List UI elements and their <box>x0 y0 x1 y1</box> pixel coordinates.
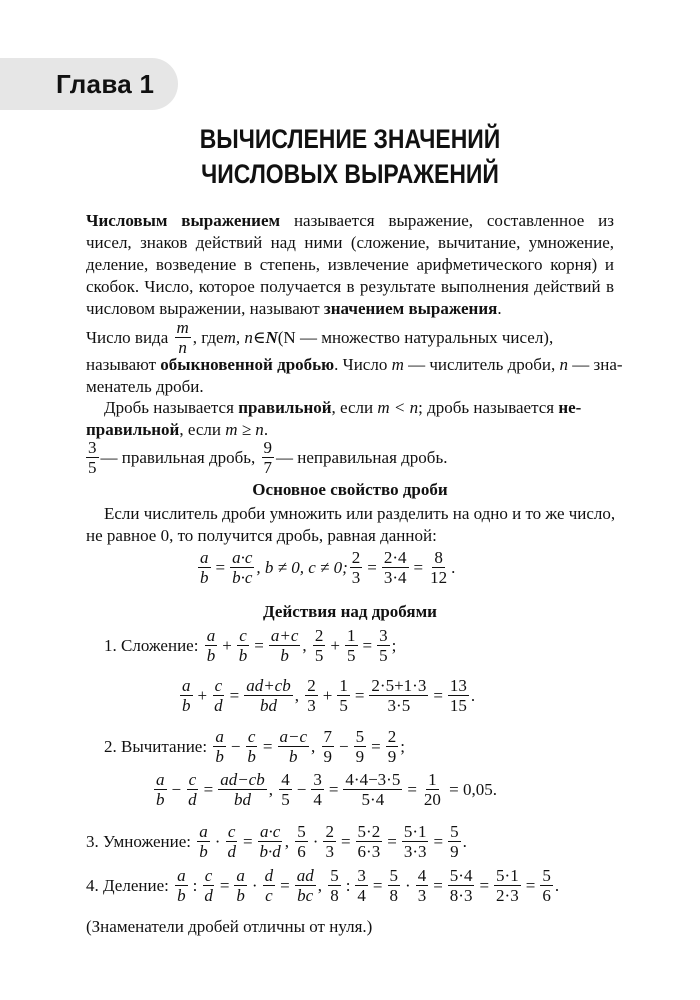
frac-num: 5 <box>297 822 306 841</box>
frac-den: d <box>227 842 236 861</box>
text: . <box>554 875 560 895</box>
plus: + <box>322 685 333 705</box>
frac <box>356 822 383 861</box>
term-numeric-expression: Числовым выражением <box>86 211 281 230</box>
term-improper-part-2: правильной <box>86 420 180 439</box>
frac-num: 4 <box>417 866 427 885</box>
frac-den: 9 <box>355 747 365 766</box>
frac <box>197 822 210 861</box>
intro-text: называется выражение, составленное из чисел, знаков действий над ними (сложение, вычитание, умножение, деление, возведение в степень, извлечение арифметического корня) и скобок. Число, которое получается в результате выполнения действий в числовом выражении, называют <box>86 211 614 318</box>
frac-den: 9 <box>450 842 459 861</box>
frac-num: c <box>239 626 247 645</box>
frac-den: b <box>280 646 289 665</box>
fraction-definition-line <box>86 318 553 357</box>
frac-den: b <box>236 886 245 905</box>
frac-den: b <box>247 747 256 766</box>
cond-proper: m < n <box>377 398 419 417</box>
heading-fraction-operations: Действия над дробями <box>263 602 437 621</box>
text: Дробь называется <box>104 398 239 417</box>
fraction-def-vars: m, n <box>223 327 253 347</box>
frac-num: 5 <box>355 727 365 746</box>
term-proper: правильной <box>238 398 332 417</box>
frac <box>355 866 368 905</box>
cond-improper: m ≥ n <box>225 420 264 439</box>
frac-den: 3 <box>325 842 334 861</box>
frac-num: a <box>156 770 165 789</box>
frac-den: d <box>214 696 223 715</box>
equals: = <box>367 557 377 577</box>
formula-sub-1: 2. Вычитание: $\frac{a}{b}$ − $\frac{c}{b}$ = $\frac{a-c}{b}$ , $\frac{7}{9}$ − $\frac{5}{9}$ = $\frac{2}{9}$ ; <box>104 727 405 766</box>
frac-num: c <box>247 727 256 746</box>
text: . <box>263 420 269 439</box>
frac-num: a <box>182 676 191 695</box>
term-common-fraction: обыкновенной дробью <box>160 355 335 374</box>
text: = 0,05. <box>449 779 498 799</box>
equals: = <box>354 685 365 705</box>
colon: : <box>345 875 351 895</box>
frac-num: 1 <box>339 676 348 695</box>
equals: = <box>203 779 214 799</box>
frac <box>311 770 324 809</box>
page-title-line-1: ВЫЧИСЛЕНИЕ ЗНАЧЕНИЙ <box>199 124 501 154</box>
minus: − <box>339 736 349 756</box>
frac-den: 3·3 <box>403 842 427 861</box>
formula-add-2: $\frac{a}{b}$ + $\frac{c}{d}$ = $\frac{ad+cb}{bd}$ , $\frac{2}{3}$ + $\frac{1}{5}$ = $\frac{2\cdot 5+1\cdot 3}{3\cdot 5}$ = $\frac{13}{15}$ . <box>182 676 476 715</box>
property-line-2: не равное 0, то получится дробь, равная данной: <box>86 526 437 545</box>
frac-den: 6·3 <box>357 842 381 861</box>
frac-den: 6 <box>297 842 306 861</box>
text: , если <box>179 420 226 439</box>
frac-den: 9 <box>323 747 333 766</box>
frac-num: 3 <box>88 438 97 457</box>
frac-num: 1 <box>347 626 356 645</box>
frac-den: 9 <box>387 747 397 766</box>
frac-num: m <box>176 318 189 337</box>
frac-den: 5 <box>281 790 290 809</box>
frac-den: b·d <box>259 842 281 861</box>
fraction-def-in: ∈ <box>252 327 266 347</box>
frac <box>494 866 521 905</box>
natural-set-symbol: N <box>265 327 278 347</box>
text: ; <box>391 635 397 655</box>
text: , если <box>331 398 378 417</box>
term-improper-part-1: не- <box>558 398 582 417</box>
fraction-def-line-3: менатель дроби. <box>86 377 204 396</box>
frac-den: bd <box>259 696 277 715</box>
frac <box>205 626 218 665</box>
minus: − <box>230 736 241 756</box>
frac <box>230 548 254 587</box>
label-addition: 1. Сложение: <box>104 635 199 655</box>
text: — неправильная дробь. <box>276 447 448 467</box>
term-expression-value: значением выражения <box>323 299 498 318</box>
frac-num: a <box>200 548 209 567</box>
frac <box>202 866 215 905</box>
frac-num: 3 <box>379 626 388 645</box>
equals: = <box>479 875 490 895</box>
fraction-def-line-2 <box>86 354 623 376</box>
text: . Число <box>334 355 392 374</box>
frac <box>237 626 250 665</box>
frac-num: 2 <box>325 822 334 841</box>
frac-den: 15 <box>449 696 467 715</box>
text: — числитель дроби, <box>403 355 560 374</box>
frac-num: 2·4 <box>383 548 407 567</box>
frac-num: 13 <box>449 676 467 695</box>
frac-den: 5 <box>88 458 97 477</box>
formula-add-1: 1. Сложение: $\frac{a}{b}$ + $\frac{c}{b}$ = $\frac{a+c}{b}$ , $\frac{2}{5}$ + $\frac{1}{5}$ = $\frac{3}{5}$ ; <box>104 626 397 665</box>
frac <box>386 727 399 766</box>
frac <box>428 548 449 587</box>
frac-num: a <box>215 727 224 746</box>
equals: = <box>433 831 444 851</box>
minus: − <box>171 779 182 799</box>
formula-property <box>196 548 455 587</box>
fraction-def-text: , где <box>192 327 224 347</box>
frac-num: 7 <box>323 727 333 746</box>
frac-num: 5·1 <box>496 866 519 885</box>
frac <box>245 727 258 766</box>
proper-line-1 <box>104 397 581 419</box>
text: ; <box>400 736 405 756</box>
frac-den: 5 <box>314 646 324 665</box>
frac <box>258 822 283 861</box>
equals: = <box>433 685 443 705</box>
equals: = <box>371 736 381 756</box>
frac-num: 8 <box>434 548 443 567</box>
frac-num: a <box>206 626 216 645</box>
frac <box>175 866 188 905</box>
equals: = <box>215 557 226 577</box>
frac <box>369 676 428 715</box>
frac-den: bd <box>233 790 251 809</box>
var-n: n <box>559 355 568 374</box>
frac <box>278 727 310 766</box>
frac-den: b <box>206 646 216 665</box>
dot: · <box>251 875 258 895</box>
frac-den: 3 <box>417 886 427 905</box>
frac <box>540 866 553 905</box>
frac <box>198 548 211 587</box>
frac-den: 8 <box>389 886 399 905</box>
frac-num: a·c <box>232 548 253 567</box>
frac <box>269 626 301 665</box>
frac-num: a·c <box>260 822 281 841</box>
equals: = <box>407 779 417 799</box>
frac <box>213 727 226 766</box>
frac-num: 3 <box>357 866 366 885</box>
text: — зна- <box>568 355 623 374</box>
frac <box>295 822 308 861</box>
frac-den: b <box>238 646 248 665</box>
fraction-9-7 <box>262 438 275 477</box>
frac <box>218 770 267 809</box>
frac-den: 5 <box>347 646 356 665</box>
equals: = <box>433 875 443 895</box>
frac-den: b <box>177 886 186 905</box>
proper-examples <box>84 438 447 477</box>
frac-den: 3 <box>307 696 316 715</box>
dot: · <box>312 831 319 851</box>
frac-num: 5·2 <box>357 822 381 841</box>
heading-fraction-property: Основное свойство дроби <box>252 480 448 499</box>
frac-num: c <box>227 822 236 841</box>
dot: · <box>405 875 411 895</box>
plus: + <box>330 635 340 655</box>
formula-div: 4. Деление: $\frac{a}{b}$ : $\frac{c}{d}$ = $\frac{a}{b}$ · $\frac{d}{c}$ = $\frac{ad}{bc}$ , $\frac{5}{8}$ : $\frac{3}{4}$ = $\frac{5}{8}$ · $\frac{4}{3}$ = $\frac{5\cdot 4}{8\cdot 3}$ = $\frac{5\cdot 1}{2\cdot 3}$ = $\frac{5}{6}$ . <box>86 866 560 905</box>
frac <box>382 548 409 587</box>
frac-num: c <box>204 866 213 885</box>
page-title-line-2: ЧИСЛОВЫХ ВЫРАЖЕНИЙ <box>201 159 499 189</box>
frac-den: b <box>199 842 208 861</box>
frac <box>180 676 193 715</box>
equals: = <box>328 779 339 799</box>
frac-den: 5·4 <box>361 790 385 809</box>
text: — правильная дробь, <box>100 447 256 467</box>
frac-num: 5 <box>389 866 399 885</box>
frac-den: 3·4 <box>383 568 407 587</box>
frac-num: 5 <box>450 822 459 841</box>
frac-den: 3 <box>351 568 361 587</box>
intro-end: . <box>497 299 502 318</box>
frac-num: a−c <box>279 727 308 746</box>
frac <box>305 676 318 715</box>
text: . <box>470 685 476 705</box>
frac-den: 4 <box>313 790 322 809</box>
frac-den: b <box>215 747 224 766</box>
frac-den: b·c <box>232 568 253 587</box>
frac-num: c <box>188 770 197 789</box>
equals: = <box>219 875 230 895</box>
frac <box>186 770 199 809</box>
equals: = <box>372 875 383 895</box>
frac <box>350 548 363 587</box>
frac-num: 5·1 <box>403 822 427 841</box>
plus: + <box>222 635 232 655</box>
text: . <box>462 831 467 851</box>
frac-num: ad−cb <box>220 770 265 789</box>
frac <box>234 866 247 905</box>
frac <box>448 866 475 905</box>
property-line-1: Если числитель дроби умножить или разделить на одно и то же число, <box>104 504 616 523</box>
label-division: 4. Деление: <box>86 875 169 895</box>
frac-den: 6 <box>542 886 551 905</box>
equals: = <box>254 635 264 655</box>
frac <box>322 727 335 766</box>
frac <box>354 727 367 766</box>
dot: · <box>214 831 221 851</box>
frac-num: 2 <box>387 727 397 746</box>
frac-num: a <box>236 866 245 885</box>
frac <box>323 822 336 861</box>
frac-num: ad <box>296 866 314 885</box>
colon: : <box>192 875 198 895</box>
chapter-label: Глава 1 <box>56 69 155 99</box>
fraction-def-paren: (N — множество натуральных чисел), <box>277 327 554 347</box>
frac <box>416 866 429 905</box>
frac-num: ad+cb <box>246 676 291 695</box>
frac <box>388 866 401 905</box>
frac-num: 2 <box>314 626 324 645</box>
frac-num: 4·4−3·5 <box>345 770 401 789</box>
frac-num: 5 <box>330 866 339 885</box>
frac-den: 12 <box>430 568 448 587</box>
frac <box>244 676 293 715</box>
fraction-3-5 <box>86 438 99 477</box>
frac-den: b <box>200 568 209 587</box>
fraction-def-prefix: Число вида <box>86 327 169 347</box>
frac <box>422 770 443 809</box>
text: называют <box>86 355 161 374</box>
frac-den: 7 <box>263 458 273 477</box>
frac-den: 5 <box>379 646 388 665</box>
label-subtraction: 2. Вычитание: <box>104 736 208 756</box>
frac-num: 3 <box>313 770 322 789</box>
frac <box>448 676 469 715</box>
frac-den: bc <box>297 886 314 905</box>
equals: = <box>413 557 424 577</box>
frac-num: a <box>199 822 208 841</box>
frac-num: 2 <box>307 676 316 695</box>
frac-num: 2 <box>351 548 361 567</box>
frac-den: 8·3 <box>449 886 473 905</box>
frac <box>328 866 341 905</box>
frac-den: 20 <box>423 790 441 809</box>
frac <box>337 676 350 715</box>
frac <box>212 676 225 715</box>
frac <box>448 822 461 861</box>
equals: = <box>262 736 273 756</box>
intro-paragraph <box>86 210 614 320</box>
frac-den: 5 <box>339 696 348 715</box>
formula-mul: 3. Умножение: $\frac{a}{b}$ · $\frac{c}{d}$ = $\frac{a\cdot c}{b\cdot d}$ , $\frac{5}{6}$ · $\frac{2}{3}$ = $\frac{5\cdot 2}{6\cdot 3}$ = $\frac{5\cdot 1}{3\cdot 3}$ = $\frac{5}{9}$ . <box>86 822 467 861</box>
fraction-mn <box>175 318 191 357</box>
frac <box>377 626 390 665</box>
frac-den: 3·5 <box>387 696 411 715</box>
frac-num: 1 <box>428 770 437 789</box>
plus: + <box>197 685 208 705</box>
frac-num: c <box>214 676 223 695</box>
var-m: m <box>391 355 404 374</box>
frac-den: n <box>178 338 187 357</box>
frac-num: d <box>264 866 274 885</box>
frac-num: a+c <box>270 626 299 645</box>
frac-num: 4 <box>281 770 290 789</box>
frac-den: d <box>188 790 197 809</box>
frac-den: d <box>204 886 213 905</box>
text: . <box>451 557 456 577</box>
frac-den: b <box>289 747 298 766</box>
frac <box>345 626 358 665</box>
denominators-note: (Знаменатели дробей отличны от нуля.) <box>86 917 373 936</box>
equals: = <box>340 831 351 851</box>
equals: = <box>229 685 240 705</box>
frac <box>279 770 292 809</box>
equals: = <box>280 875 290 895</box>
frac-den: c <box>265 886 273 905</box>
label-multiplication: 3. Умножение: <box>86 831 192 851</box>
frac-num: a <box>177 866 186 885</box>
frac <box>343 770 402 809</box>
frac <box>263 866 276 905</box>
frac <box>402 822 429 861</box>
equals: = <box>387 831 397 851</box>
frac-den: 4 <box>357 886 366 905</box>
equals: = <box>242 831 253 851</box>
frac-den: 8 <box>330 886 339 905</box>
equals: = <box>362 635 373 655</box>
frac <box>225 822 238 861</box>
frac-den: b <box>156 790 165 809</box>
frac <box>154 770 167 809</box>
frac-num: 9 <box>263 438 273 457</box>
frac <box>313 626 326 665</box>
condition: , b ≠ 0, c ≠ 0; <box>256 557 348 577</box>
frac-den: b <box>182 696 191 715</box>
frac-num: 2·5+1·3 <box>371 676 427 695</box>
frac-num: 5 <box>542 866 551 885</box>
text: ; дробь называется <box>418 398 559 417</box>
frac <box>295 866 316 905</box>
frac-den: 2·3 <box>496 886 519 905</box>
formula-sub-2: $\frac{a}{b}$ − $\frac{c}{d}$ = $\frac{ad-cb}{bd}$ , $\frac{4}{5}$ − $\frac{3}{4}$ = $\frac{4\cdot 4-3\cdot 5}{5\cdot 4}$ = $\frac{1}{20}$ = 0,05. <box>156 770 498 809</box>
minus: − <box>296 779 307 799</box>
frac-num: 5·4 <box>449 866 473 885</box>
equals: = <box>525 875 536 895</box>
